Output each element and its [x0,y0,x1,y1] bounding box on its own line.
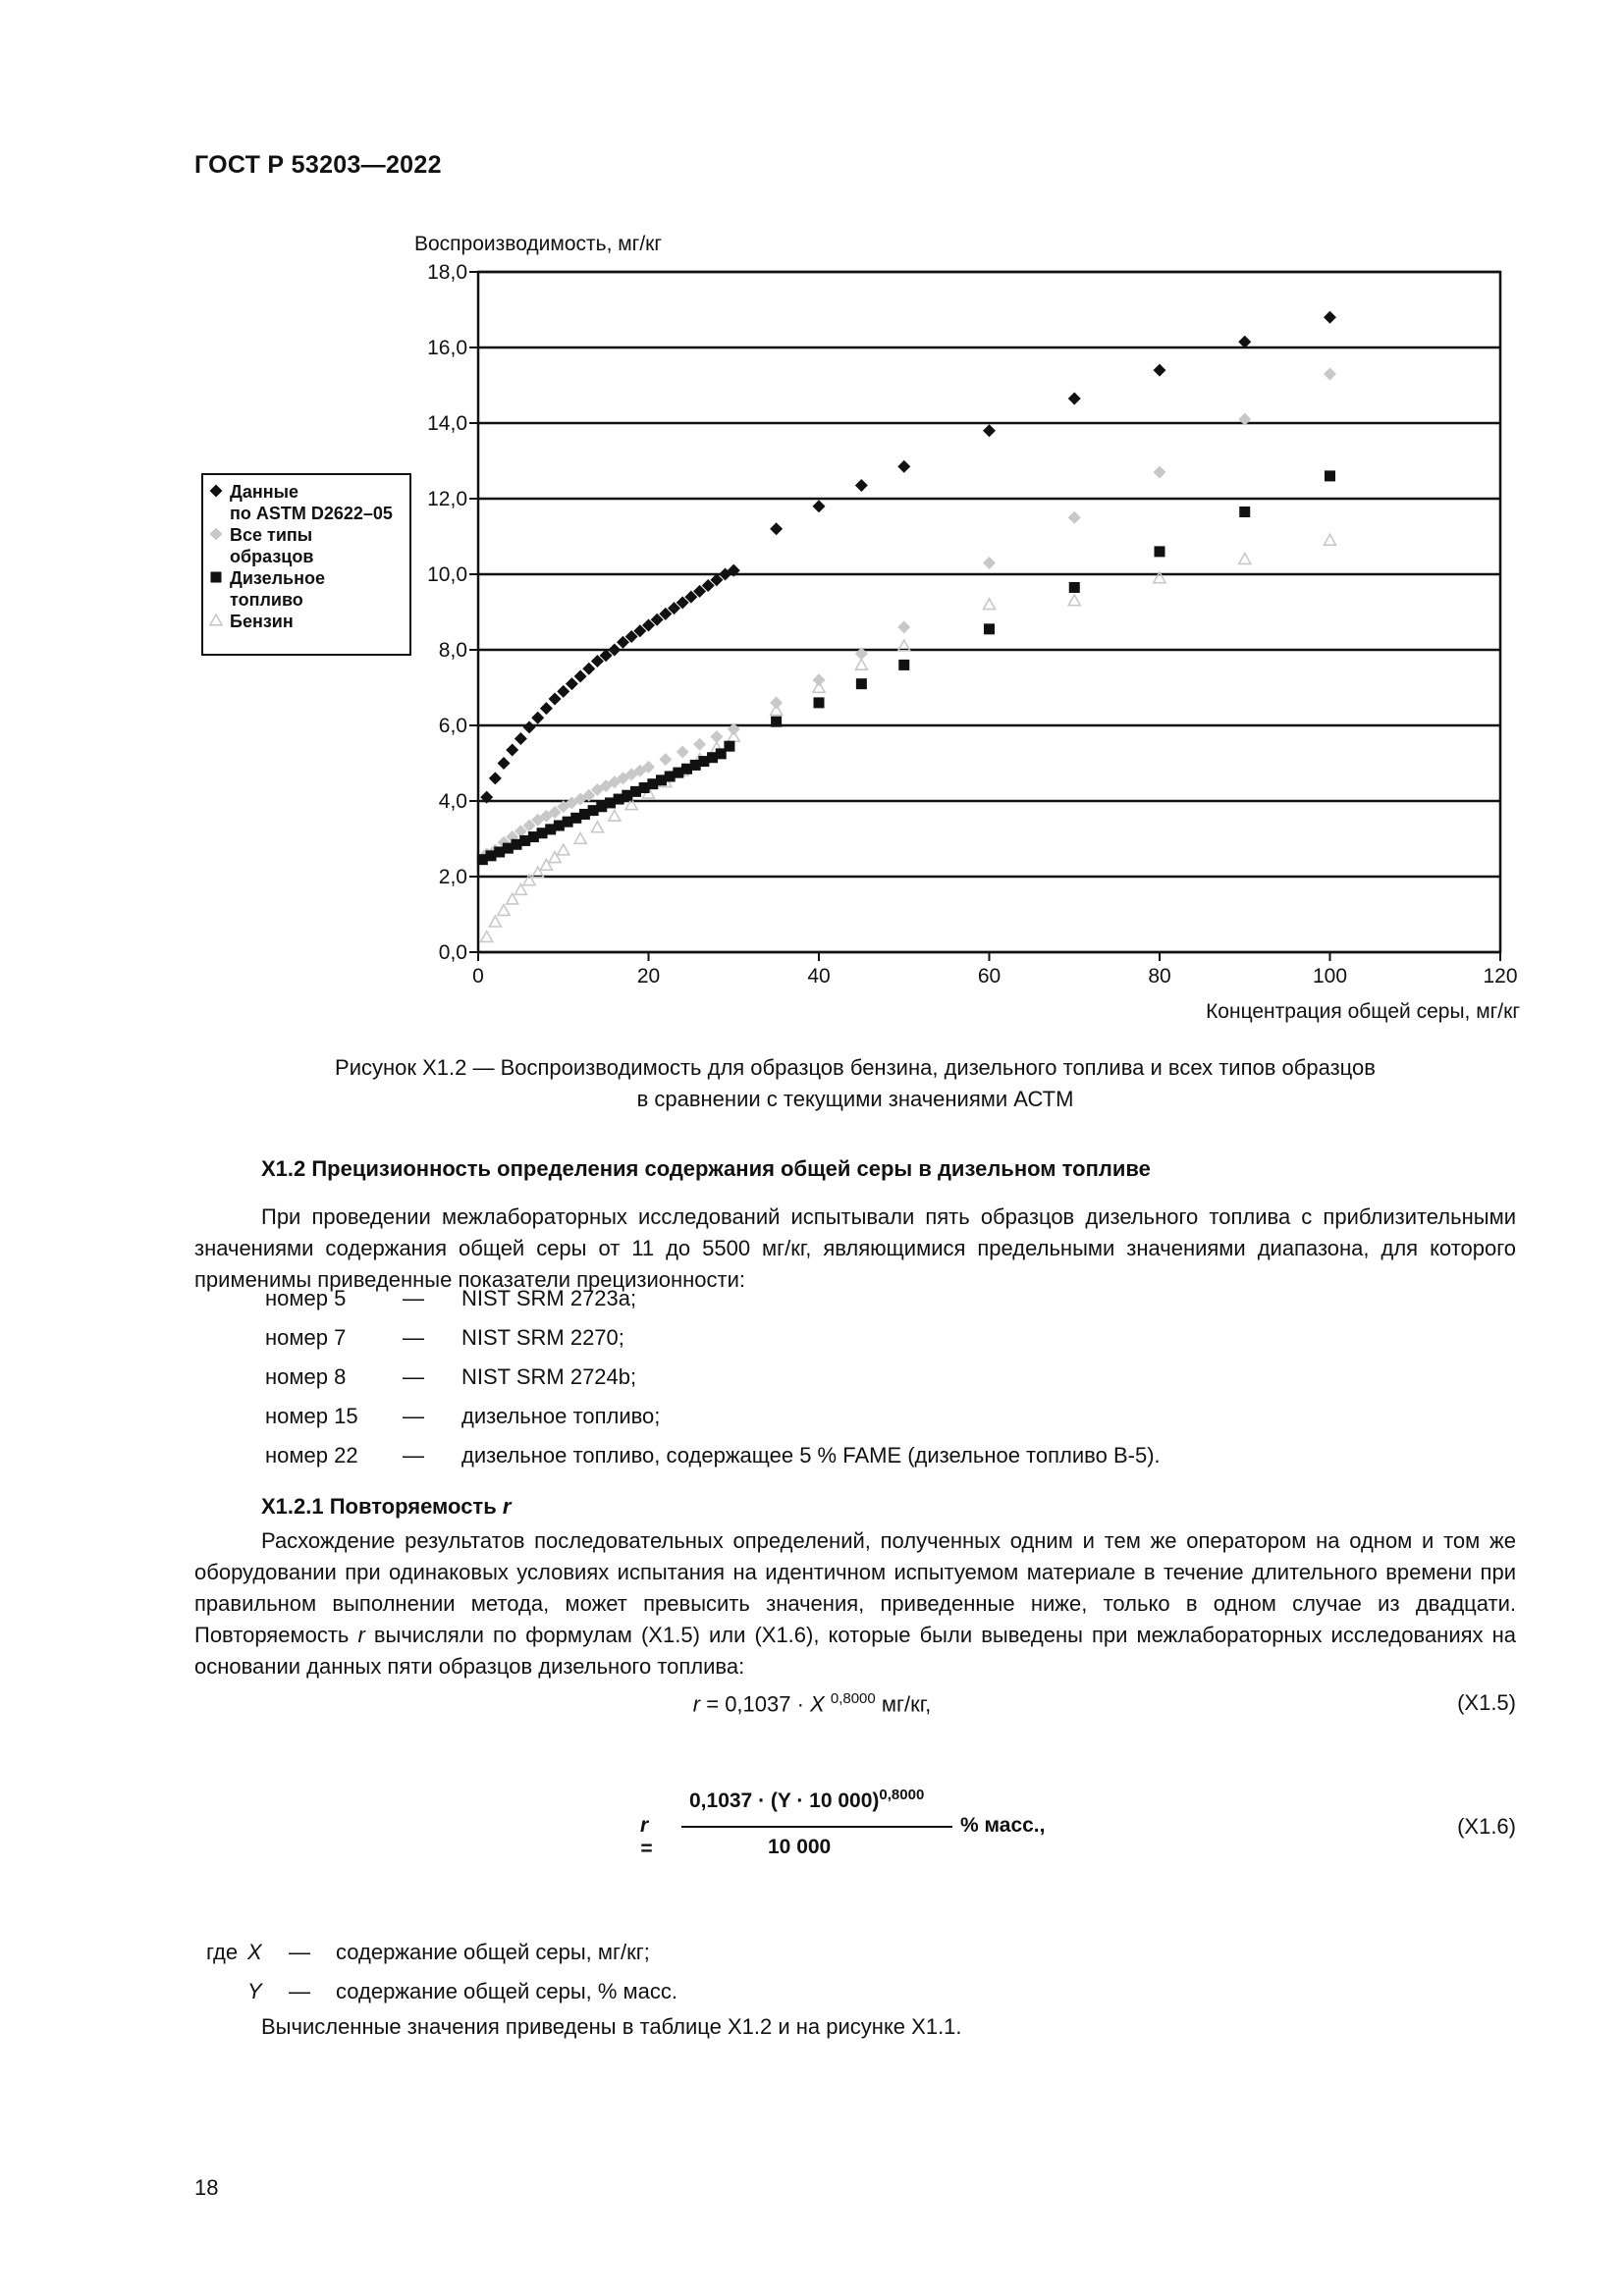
sample-number: номер 5 [265,1286,347,1310]
data-point-triangle-faint [498,905,510,916]
list-item [265,1397,1161,1436]
x-tick-label: 60 [977,965,1001,988]
where-x-var: X [247,1940,262,1964]
formula2-unit: % масс., [960,1814,1046,1837]
data-point-diamond-faint [693,738,706,751]
legend-label: Все типы [230,525,313,545]
caption-line-1: Рисунок X1.2 — Воспроизводимость для образцов бензина, дизельного топлива и всех типов образцов [335,1055,1376,1080]
data-point-square [984,623,995,634]
where-y-line [206,1979,677,2004]
x-tick-label: 80 [1148,965,1171,988]
data-point-triangle-faint [855,659,867,669]
data-point-square [1155,546,1165,557]
data-point-square [856,678,867,689]
where-y-dash: — [289,1979,310,2003]
where-y-var: Y [247,1979,262,2003]
data-point-square [1325,470,1335,481]
y-tick-label: 8,0 [438,639,467,662]
data-point-square [724,741,734,752]
legend-label: по ASTM D2622–05 [230,504,393,523]
data-point-square [771,717,782,727]
figure-caption [194,1052,1516,1115]
data-point-triangle-faint [813,682,825,693]
legend-label: Дизельное [230,568,325,588]
section-title: X1.2 Прецизионность определения содержания общей серы в дизельном топливе [261,1156,1151,1181]
data-point-triangle-faint [728,731,739,742]
data-point-triangle-faint [984,599,996,610]
formula2-lhs: r = [640,1814,653,1860]
formula1-exponent: 0,8000 [830,1690,876,1707]
equation-number-x1-5: (X1.5) [1457,1690,1516,1715]
formula-x1-5 [0,1690,1624,1717]
repeatability-var: r [357,1623,365,1647]
list-item [265,1358,1161,1397]
sample-description: дизельное топливо; [461,1404,661,1428]
fraction-line [681,1826,952,1828]
data-point-diamond-faint [1324,367,1336,380]
data-point-diamond [574,669,587,682]
data-point-triangle-faint [591,822,603,832]
y-tick-label: 6,0 [438,715,467,737]
data-point-diamond [582,663,595,675]
data-point-triangle-faint [1325,534,1336,545]
repeatability-text-end: вычисляли по формулам (X1.5) или (X1.6), которые были выведены при межлабораторных исследованиях на основании данных пяти образцов дизельного топлива: [194,1623,1516,1679]
repeatability-paragraph [194,1525,1516,1682]
sample-number: номер 7 [265,1325,347,1350]
x-tick-label: 20 [636,965,661,988]
y-tick-label: 10,0 [427,563,467,586]
data-point-diamond [557,685,569,698]
data-point-diamond [897,460,910,473]
x-tick-label: 0 [472,965,484,988]
sample-description: NIST SRM 2270; [461,1325,624,1350]
formula2-exponent: 0,8000 [879,1787,925,1803]
data-point-diamond-faint [897,620,910,633]
repeatability-text: Расхождение результатов последовательных определений, полученных одним и тем же оператором на одном и том же оборудовании при одинаковых условиях испытания на идентичном испытуемом материале в течение длительного времени при правильном выполнении метода, может превысить значения, приведенные ниже, только в одном случае из двадцати. Повторяемость [194,1528,1516,1647]
sample-dash: — [403,1364,424,1389]
subsection-title-var: r [502,1494,512,1519]
data-point-triangle-faint [489,916,501,927]
data-point-diamond [514,732,527,745]
y-tick-label: 4,0 [438,790,467,813]
formula2-numerator [689,1787,924,1813]
where-x-line [206,1940,650,1965]
data-point-diamond-faint [659,753,672,766]
list-item [265,1436,1161,1475]
data-point-diamond [1068,392,1081,404]
y-tick-label: 16,0 [427,337,467,359]
data-point-triangle-faint [771,705,783,716]
sample-list [265,1279,1161,1475]
data-point-diamond [1154,364,1166,377]
where-x-desc: содержание общей серы, мг/кг; [336,1940,650,1964]
data-point-square [898,660,909,670]
y-tick-label: 18,0 [427,261,467,284]
data-point-diamond-faint [770,696,783,709]
document-header: ГОСТ Р 53203—2022 [194,151,442,179]
reproducibility-chart [187,221,1551,1036]
where-prefix: где [206,1940,239,1964]
y-tick-label: 12,0 [427,488,467,510]
where-y-desc: содержание общей серы, % масс. [336,1979,678,2003]
sample-description: NIST SRM 2723a; [461,1286,637,1310]
legend-label: образцов [230,547,314,566]
formula2-denominator: 10 000 [768,1836,832,1858]
x-axis-label: Концентрация общей серы, мг/кг [1206,1000,1520,1023]
sample-description: NIST SRM 2724b; [461,1364,637,1389]
data-point-square [1239,507,1250,517]
data-point-diamond-faint [677,745,689,758]
data-point-diamond-faint [983,557,996,569]
data-point-diamond [813,500,826,512]
data-point-diamond [489,772,502,784]
data-point-square [814,697,825,708]
x-tick-label: 40 [807,965,831,988]
equation-number-x1-6: (X1.6) [1457,1814,1516,1839]
caption-line-2: в сравнении с текущими значениями АСТМ [636,1087,1074,1111]
data-point-diamond-faint [1068,511,1081,524]
data-point-diamond [855,479,868,492]
sample-dash: — [403,1443,424,1468]
data-point-diamond-faint [813,673,826,686]
data-point-square [1069,582,1080,593]
sample-number: номер 22 [265,1443,358,1468]
sample-dash: — [403,1404,424,1428]
data-point-diamond [523,721,536,733]
sample-dash: — [403,1325,424,1350]
formula1-unit: мг/кг, [881,1691,932,1717]
data-point-diamond [506,744,518,757]
data-point-triangle-faint [1068,595,1080,606]
legend-label: Данные [230,482,298,502]
subsection-title-text: X1.2.1 Повторяемость [261,1494,497,1519]
data-point-triangle-faint [558,844,569,855]
data-point-diamond [983,424,996,437]
data-point-diamond [540,702,553,715]
data-point-diamond [566,677,578,690]
data-point-triangle-faint [481,932,493,942]
where-x-dash: — [289,1940,310,1964]
data-point-diamond-faint [1154,466,1166,479]
formula1-lhs: r [692,1691,701,1717]
page-number: 18 [194,2175,219,2200]
formula1-var: X [810,1691,825,1717]
y-tick-label: 14,0 [427,412,467,435]
data-point-triangle-faint [574,833,586,844]
legend-label: топливо [230,590,303,610]
data-point-diamond [549,693,562,706]
sample-description: дизельное топливо, содержащее 5 % FAME (дизельное топливо В-5). [461,1443,1161,1468]
formula1-middle: = 0,1037 · [706,1691,811,1717]
sample-number: номер 15 [265,1404,358,1428]
sample-number: номер 8 [265,1364,347,1389]
data-point-diamond [770,522,783,535]
data-point-triangle-faint [609,810,621,821]
subsection-title [261,1494,511,1520]
data-point-diamond [531,712,544,724]
data-point-diamond [1324,311,1336,324]
legend-label: Бензин [230,612,294,631]
x-tick-label: 100 [1312,965,1348,988]
list-item [265,1318,1161,1358]
y-axis-label: Воспроизводимость, мг/кг [414,233,663,255]
formula2-numerator-text: 0,1037 · (Y · 10 000) [689,1789,880,1812]
data-point-triangle-faint [1239,554,1251,564]
plot-frame [478,272,1500,952]
list-item [265,1279,1161,1318]
y-tick-label: 0,0 [438,941,467,964]
sample-dash: — [403,1286,424,1310]
legend-marker [211,572,222,583]
x-tick-label: 120 [1483,965,1518,988]
section-intro: При проведении межлабораторных исследований испытывали пять образцов дизельного топлива с приблизительными значениями содержания общей серы от 11 до 5500 мг/кг, являющимися предельными значениями диапазона, для которого применимы приведенные показатели прецизионности: [194,1204,1516,1292]
closing-sentence: Вычисленные значения приведены в таблице X1.2 и на рисунке X1.1. [261,2014,962,2039]
data-point-diamond [498,757,511,770]
y-tick-label: 2,0 [438,866,467,888]
